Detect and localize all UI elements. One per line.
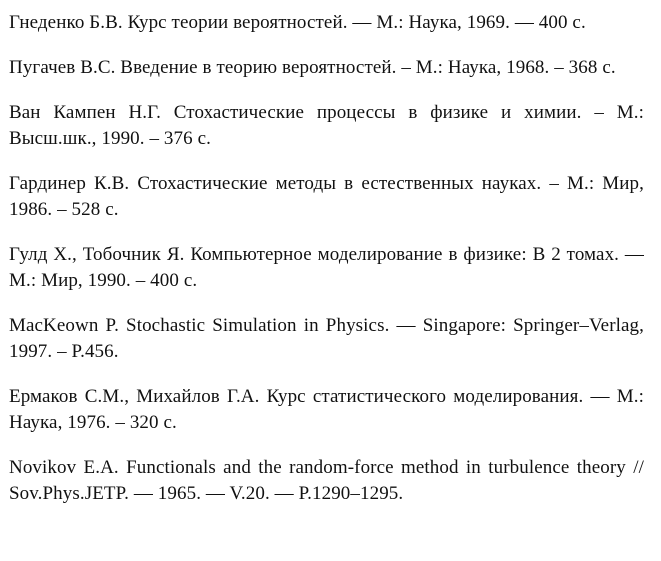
reference-entry: Ван Кампен Н.Г. Стохастические процессы в физике и химии. – М.: Высш.шк., 1990. – 376 с.	[9, 102, 644, 149]
reference-entry: Ермаков С.М., Михайлов Г.А. Курс статистического моделирования. — М.: Наука, 1976. – 320 с.	[9, 386, 644, 433]
reference-list	[9, 10, 644, 507]
reference-entry: MacKeown P. Stochastic Simulation in Physics. — Singapore: Springer–Verlag, 1997. – P.456.	[9, 315, 644, 362]
reference-entry: Пугачев В.С. Введение в теорию вероятностей. – М.: Наука, 1968. – 368 с.	[9, 57, 616, 78]
reference-entry: Гулд Х., Тобочник Я. Компьютерное моделирование в физике: В 2 томах. — М.: Мир, 1990. – 400 с.	[9, 244, 644, 291]
reference-entry: Novikov E.A. Functionals and the random-force method in turbulence theory // Sov.Phys.JETP. — 1965. — V.20. — P.1290–1295.	[9, 457, 644, 504]
reference-entry: Гнеденко Б.В. Курс теории вероятностей. — М.: Наука, 1969. — 400 с.	[9, 12, 586, 33]
reference-entry: Гардинер К.В. Стохастические методы в естественных науках. – М.: Мир, 1986. – 528 с.	[9, 173, 644, 220]
